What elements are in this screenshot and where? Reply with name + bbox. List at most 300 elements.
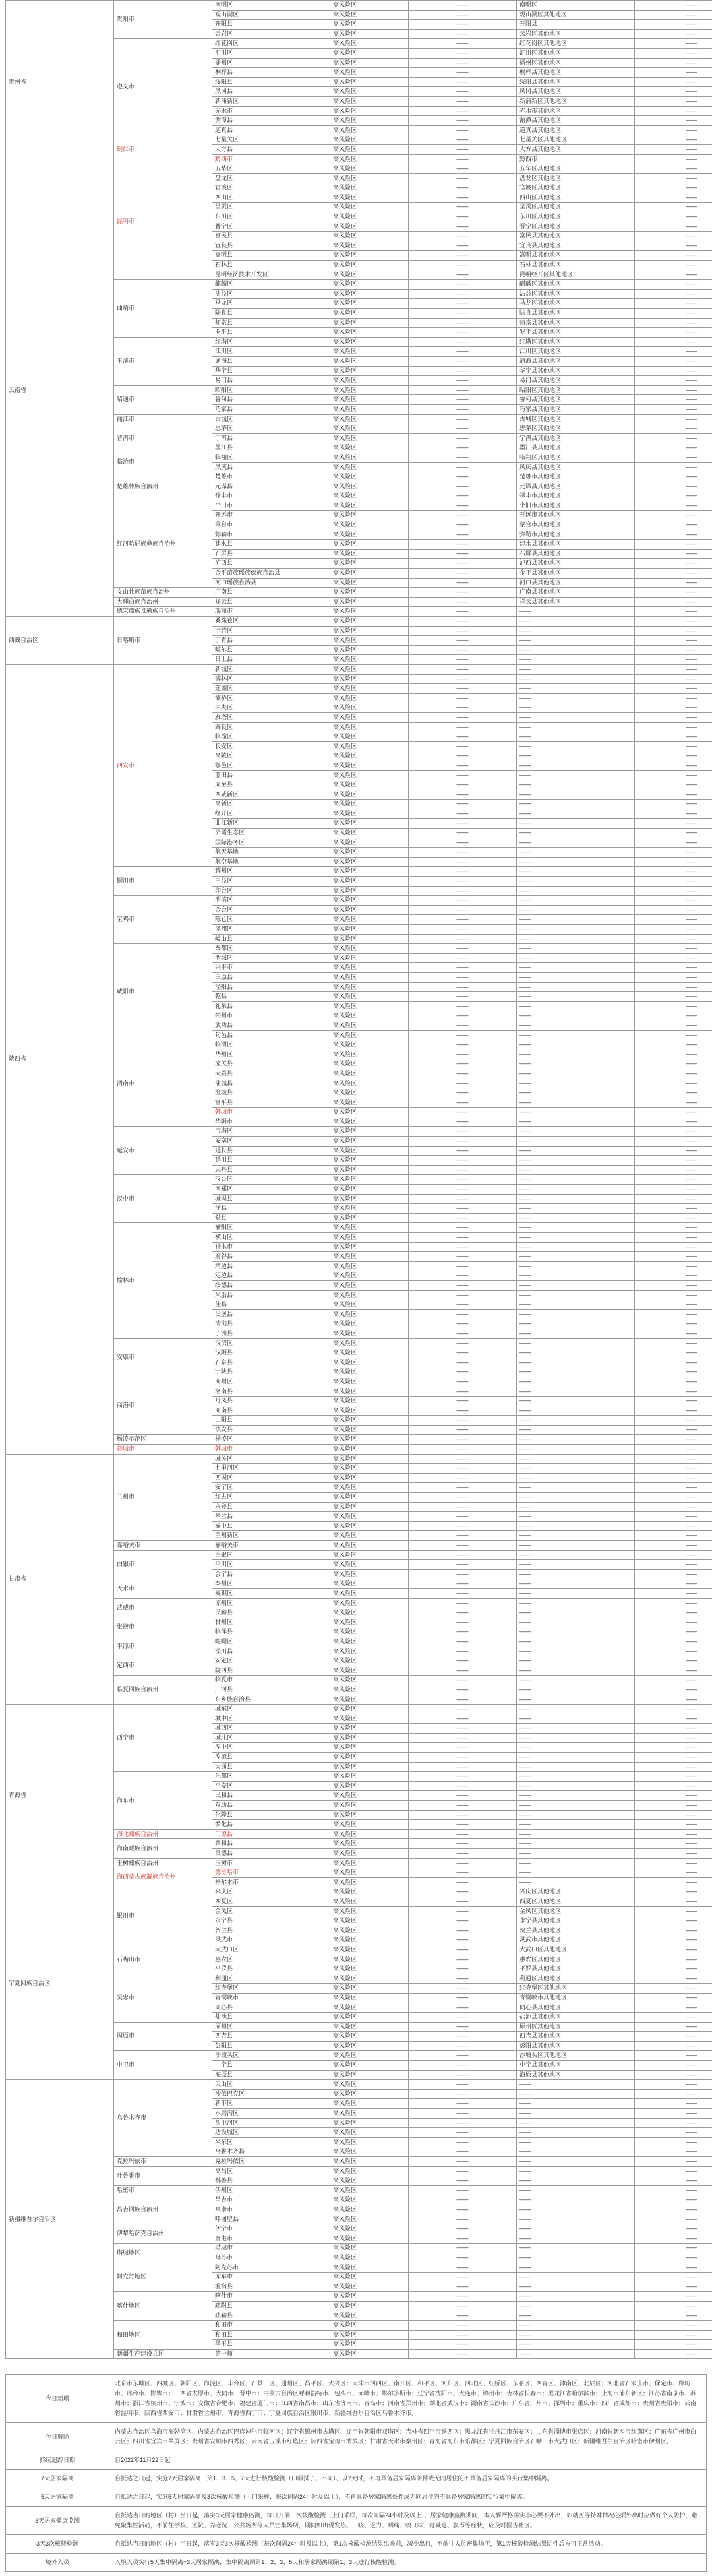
district-cell: 甘州区 [212,1618,330,1627]
low-risk-cell: —— [517,1127,635,1137]
medium-risk-cell: —— [409,20,517,30]
risk-level-cell: 高风险区 [330,1165,409,1175]
district-cell: 丁青县 [212,636,330,646]
medium-risk-cell: —— [409,1820,517,1830]
district-cell: 府谷县 [212,1252,330,1262]
note-cell: —— [635,1839,712,1849]
low-risk-cell: —— [517,2080,635,2090]
medium-risk-cell: —— [409,376,517,386]
low-risk-cell: —— [517,1088,635,1098]
low-risk-cell: —— [517,2340,635,2350]
medium-risk-cell: —— [409,1156,517,1166]
note-cell: —— [635,347,712,357]
city-cell: 渭南市 [114,1040,212,1127]
district-cell: 临夏市 [212,1676,330,1685]
medium-risk-cell: —— [409,1974,517,1984]
district-cell: 开阳县 [212,20,330,30]
low-risk-cell: —— [517,1213,635,1223]
low-risk-cell: 元谋县其他地区 [517,482,635,491]
district-cell: 志丹县 [212,1165,330,1175]
risk-level-cell: 高风险区 [330,1858,409,1868]
medium-risk-cell: —— [409,732,517,742]
district-cell: 西吉县 [212,2032,330,2042]
low-risk-cell: —— [517,761,635,770]
low-risk-cell: —— [517,2273,635,2282]
note-cell: —— [635,2013,712,2023]
medium-risk-cell: —— [409,1531,517,1541]
district-cell: 会宁县 [212,1569,330,1579]
district-cell: 平罗县 [212,1964,330,1974]
province-cell: 新疆维吾尔自治区 [6,2080,114,2359]
note-cell: —— [635,2032,712,2042]
district-cell: 陈仓区 [212,915,330,925]
risk-level-cell: 高风险区 [330,58,409,68]
risk-level-cell: 高风险区 [330,1705,409,1714]
low-risk-cell: —— [517,1069,635,1079]
medium-risk-cell: —— [409,77,517,87]
district-cell: 航天基地 [212,848,330,858]
risk-level-cell: 高风险区 [330,540,409,550]
note-cell: —— [635,87,712,97]
risk-level-cell: 高风险区 [330,443,409,453]
note-cell: —— [635,953,712,963]
note-cell: —— [635,2349,712,2359]
city-cell: 塔城地区 [114,2244,212,2263]
risk-level-cell: 高风险区 [330,164,409,174]
note-cell: —— [635,1762,712,1772]
low-risk-cell: —— [517,1425,635,1435]
district-cell: 麦积区 [212,1588,330,1598]
medium-risk-cell: —— [409,501,517,511]
district-cell: 临渭区 [212,1040,330,1050]
risk-level-cell: 高风险区 [330,48,409,58]
district-cell: 靖边县 [212,1261,330,1271]
risk-level-cell: 高风险区 [330,299,409,309]
low-risk-cell: 灵武市其他地区 [517,1935,635,1945]
medium-risk-cell: —— [409,944,517,954]
risk-level-cell: 高风险区 [330,347,409,357]
risk-level-cell: 高风险区 [330,588,409,598]
low-risk-cell: —— [517,1319,635,1329]
risk-level-cell: 高风险区 [330,1512,409,1522]
low-risk-cell: 师宗县其他地区 [517,318,635,328]
note-cell: —— [635,770,712,780]
note-cell: —— [635,222,712,232]
risk-level-cell: 高风险区 [330,617,409,627]
district-cell: 鄠邑区 [212,761,330,770]
risk-level-cell: 高风险区 [330,87,409,97]
district-cell: 潼关县 [212,1059,330,1069]
low-risk-cell: —— [517,1165,635,1175]
low-risk-cell: —— [517,896,635,906]
risk-level-cell: 高风险区 [330,241,409,251]
risk-level-cell: 高风险区 [330,1598,409,1608]
district-cell: 贺兰县 [212,1926,330,1935]
note-cell: —— [635,905,712,915]
district-cell: 经开区 [212,809,330,819]
medium-risk-cell: —— [409,1204,517,1214]
risk-level-cell: 高风险区 [330,1242,409,1252]
city-cell: 韩城市 [114,1445,212,1455]
risk-area-table-body [6,1,712,2359]
medium-risk-cell: —— [409,1791,517,1801]
risk-level-cell: 高风险区 [330,2022,409,2032]
low-risk-cell: 沾益区其他地区 [517,289,635,299]
low-risk-cell: —— [517,809,635,819]
medium-risk-cell: —— [409,1021,517,1030]
low-risk-cell: —— [517,1194,635,1204]
low-risk-cell: —— [517,1560,635,1570]
medium-risk-cell: —— [409,684,517,694]
district-cell: 疏附县 [212,2301,330,2311]
medium-risk-cell: —— [409,674,517,684]
district-cell: 灞桥区 [212,693,330,703]
medium-risk-cell: —— [409,1435,517,1445]
note-cell: —— [635,2273,712,2282]
risk-level-cell: 高风险区 [330,1839,409,1849]
low-risk-cell: —— [517,1724,635,1734]
note-cell: —— [635,385,712,395]
note-cell: —— [635,1820,712,1830]
medium-risk-cell: —— [409,1464,517,1474]
medium-risk-cell: —— [409,1194,517,1204]
district-cell: 高新区 [212,800,330,809]
medium-risk-cell: —— [409,1753,517,1763]
note-cell: —— [635,992,712,1002]
district-cell: 碑林区 [212,674,330,684]
low-risk-cell: —— [517,1358,635,1367]
note-cell: —— [635,1175,712,1185]
risk-level-cell: 高风险区 [330,472,409,482]
city-cell: 兰州市 [114,1454,212,1540]
risk-level-cell: 高风险区 [330,68,409,78]
risk-level-cell: 高风险区 [330,1377,409,1387]
note-cell: —— [635,164,712,174]
low-risk-cell: —— [517,1204,635,1214]
medium-risk-cell: —— [409,588,517,598]
medium-risk-cell: —— [409,1338,517,1348]
medium-risk-cell: —— [409,693,517,703]
low-risk-cell: —— [517,684,635,694]
low-risk-cell: 通海县其他地区 [517,356,635,366]
note-cell: —— [635,1974,712,1984]
province-cell: 西藏自治区 [6,617,114,665]
district-cell: 韩城市 [212,1445,330,1455]
low-risk-cell: 永宁县其他地区 [517,1916,635,1926]
risk-level-cell: 高风险区 [330,1088,409,1098]
city-cell: 海东市 [114,1772,212,1830]
low-risk-cell: —— [517,1705,635,1714]
low-risk-cell: —— [517,800,635,809]
medium-risk-cell: —— [409,337,517,347]
risk-level-cell: 高风险区 [330,712,409,722]
medium-risk-cell: —— [409,482,517,491]
note-cell: —— [635,1290,712,1300]
low-risk-cell: —— [517,617,635,627]
medium-risk-cell: —— [409,1319,517,1329]
risk-level-cell: 高风险区 [330,1271,409,1281]
note-cell: —— [635,934,712,944]
district-cell: 白银区 [212,1550,330,1560]
note-cell: —— [635,1146,712,1156]
district-cell: 水磨沟区 [212,2109,330,2119]
district-cell: 临潼区 [212,732,330,742]
low-risk-cell: 宁洱县其他地区 [517,433,635,443]
low-risk-cell: —— [517,1454,635,1464]
district-cell: 循化县 [212,1820,330,1830]
risk-level-cell: 高风险区 [330,1079,409,1088]
note-cell: —— [635,588,712,598]
note-cell: —— [635,511,712,520]
low-risk-cell: 泸西县其他地区 [517,559,635,569]
medium-risk-cell: —— [409,1714,517,1724]
note-cell: —— [635,1791,712,1801]
note-cell: —— [635,1984,712,1994]
low-risk-cell: —— [517,770,635,780]
note-cell: —— [635,1137,712,1147]
risk-level-cell: 高风险区 [330,337,409,347]
note-cell: —— [635,1550,712,1560]
district-cell: 阎良区 [212,722,330,732]
district-cell: 黔西市 [212,154,330,164]
district-cell: 克拉玛依区 [212,2157,330,2167]
risk-level-cell: 高风险区 [330,433,409,443]
risk-level-cell: 高风险区 [330,1069,409,1079]
low-risk-cell: 南明区 [517,1,635,11]
medium-risk-cell: —— [409,1483,517,1493]
low-risk-cell: —— [517,2137,635,2147]
risk-level-cell: 高风险区 [330,2061,409,2071]
risk-level-cell: 高风险区 [330,1964,409,1974]
note-cell: —— [635,790,712,800]
medium-risk-cell: —— [409,867,517,877]
risk-level-cell: 高风险区 [330,1454,409,1464]
low-risk-cell: —— [517,1579,635,1589]
note-cell: —— [635,1618,712,1627]
low-risk-cell: 东川区其他地区 [517,212,635,222]
risk-level-cell: 高风险区 [330,1,409,11]
district-cell: 岐山县 [212,934,330,944]
medium-risk-cell: —— [409,2185,517,2195]
district-cell: 清涧县 [212,1319,330,1329]
district-cell: 民勤县 [212,1608,330,1618]
district-cell: 陇西县 [212,1666,330,1676]
city-cell: 宝鸡市 [114,896,212,944]
risk-level-cell: 高风险区 [330,2109,409,2119]
district-cell: 永登县 [212,1502,330,1512]
low-risk-cell: 黔西市 [517,154,635,164]
risk-level-cell: 高风险区 [330,829,409,838]
city-cell: 喀什地区 [114,2292,212,2321]
policy-label: 5天居家隔离 [6,2488,109,2507]
note-cell: —— [635,203,712,212]
district-cell: 盘龙区 [212,173,330,183]
risk-level-cell: 高风险区 [330,1146,409,1156]
low-risk-cell: —— [517,780,635,790]
district-cell: 西山区 [212,193,330,203]
low-risk-cell: —— [517,2185,635,2195]
district-cell: 天山区 [212,2080,330,2090]
risk-level-cell: 高风险区 [330,501,409,511]
district-cell: 彬州市 [212,1011,330,1021]
risk-level-cell: 高风险区 [330,2003,409,2013]
medium-risk-cell: —— [409,29,517,39]
risk-level-cell: 高风险区 [330,569,409,579]
table-row [6,1454,712,1464]
low-risk-cell: 同心县其他地区 [517,2003,635,2013]
low-risk-cell: —— [517,1541,635,1551]
low-risk-cell: —— [517,2128,635,2138]
city-cell: 新疆生产建设兵团 [114,2349,212,2359]
medium-risk-cell: —— [409,48,517,58]
medium-risk-cell: —— [409,39,517,49]
medium-risk-cell: —— [409,1127,517,1137]
district-cell: 嘉峪关市 [212,1541,330,1551]
policy-text: 自抵达当日的地区（村）当日起，落实3天3次核酸检测（每次间隔24小时及以上），第1次核酸检测结果出来前，减少出行，不前往人员密集场所，第1天核酸检测结果阴性后方可正常活动。 [109,2535,707,2554]
medium-risk-cell: —— [409,1705,517,1714]
city-cell: 石嘴山市 [114,1945,212,1974]
district-cell: 官渡区 [212,183,330,193]
district-cell: 泸西县 [212,559,330,569]
district-cell: 浐灞生态区 [212,829,330,838]
city-cell: 克拉玛依市 [114,2157,212,2167]
medium-risk-cell: —— [409,2273,517,2282]
low-risk-cell: 河口县其他地区 [517,578,635,588]
risk-level-cell: 高风险区 [330,530,409,540]
district-cell: 罗平县 [212,328,330,338]
low-risk-cell: —— [517,1569,635,1579]
low-risk-cell: —— [517,2099,635,2109]
note-cell: —— [635,1588,712,1598]
district-cell: 广河县 [212,1685,330,1695]
risk-level-cell: 高风险区 [330,1252,409,1262]
note-cell: —— [635,1569,712,1579]
low-risk-cell: —— [517,2301,635,2311]
note-cell: —— [635,2185,712,2195]
district-cell: 城中区 [212,1714,330,1724]
low-risk-cell: —— [517,732,635,742]
low-risk-cell: —— [517,1588,635,1598]
low-risk-cell: 石林县其他地区 [517,261,635,270]
low-risk-cell: 沙坡头区其他地区 [517,2051,635,2061]
district-cell: 洛南县 [212,1387,330,1397]
district-cell: 卡若区 [212,626,330,636]
medium-risk-cell: —— [409,1541,517,1551]
low-risk-cell: —— [517,1242,635,1252]
note-cell: —— [635,540,712,550]
low-risk-cell: 晋宁区其他地区 [517,222,635,232]
risk-level-cell: 高风险区 [330,944,409,954]
medium-risk-cell: —— [409,848,517,858]
medium-risk-cell: —— [409,135,517,145]
medium-risk-cell: —— [409,1185,517,1195]
note-cell: —— [635,722,712,732]
district-cell: 元谋县 [212,482,330,491]
district-cell: 红花岗区 [212,39,330,49]
risk-level-cell: 高风险区 [330,2051,409,2061]
low-risk-cell: —— [517,1656,635,1666]
district-cell: 神木市 [212,1242,330,1252]
district-cell: 呈贡区 [212,203,330,212]
district-cell: 互助县 [212,1801,330,1811]
low-risk-cell: 七星关区其他地区 [517,135,635,145]
district-cell: 开远市 [212,511,330,520]
district-cell: 商南县 [212,1406,330,1416]
risk-level-cell: 高风险区 [330,1185,409,1195]
medium-risk-cell: —— [409,645,517,655]
note-cell: —— [635,2061,712,2071]
low-risk-cell: 盘龙区其他地区 [517,173,635,183]
medium-risk-cell: —— [409,1598,517,1608]
risk-level-cell: 高风险区 [330,2080,409,2090]
city-cell: 曲靖市 [114,280,212,338]
low-risk-cell: —— [517,1011,635,1021]
note-cell: —— [635,809,712,819]
risk-level-cell: 高风险区 [330,597,409,607]
district-cell: 鄯善县 [212,2176,330,2186]
note-cell: —— [635,1425,712,1435]
district-cell: 噶尔县 [212,645,330,655]
note-cell: —— [635,1801,712,1811]
low-risk-cell: 凤庆县其他地区 [517,462,635,472]
note-cell: —— [635,1127,712,1137]
medium-risk-cell: —— [409,1377,517,1387]
low-risk-cell: —— [517,790,635,800]
risk-level-cell: 高风险区 [330,1416,409,1426]
city-cell: 临夏回族自治州 [114,1676,212,1705]
note-cell: —— [635,2176,712,2186]
low-risk-cell: 禄丰市其他地区 [517,491,635,501]
medium-risk-cell: —— [409,597,517,607]
table-row [6,1705,712,1714]
medium-risk-cell: —— [409,1493,517,1503]
low-risk-cell: —— [517,1146,635,1156]
medium-risk-cell: —— [409,540,517,550]
medium-risk-cell: —— [409,963,517,973]
medium-risk-cell: —— [409,1146,517,1156]
medium-risk-cell: —— [409,703,517,713]
city-cell: 铜仁市 [114,135,212,164]
province-cell: 贵州省 [6,1,114,164]
medium-risk-cell: —— [409,1108,517,1117]
medium-risk-cell: —— [409,636,517,646]
medium-risk-cell: —— [409,1781,517,1791]
note-cell: —— [635,636,712,646]
low-risk-cell: 马龙区其他地区 [517,299,635,309]
medium-risk-cell: —— [409,1252,517,1262]
risk-level-cell: 高风险区 [330,761,409,770]
note-cell: —— [635,1040,712,1050]
risk-level-cell: 高风险区 [330,1627,409,1637]
risk-level-cell: 高风险区 [330,1762,409,1772]
note-cell: —— [635,848,712,858]
note-cell: —— [635,1656,712,1666]
district-cell: 乌鲁木齐县 [212,2147,330,2157]
note-cell: —— [635,1743,712,1753]
medium-risk-cell: —— [409,2340,517,2350]
note-cell: —— [635,1069,712,1079]
district-cell: 青铜峡市 [212,1993,330,2003]
note-cell: —— [635,2340,712,2350]
risk-level-cell: 高风险区 [330,838,409,848]
medium-risk-cell: —— [409,607,517,617]
district-cell: 建水县 [212,540,330,550]
note-cell: —— [635,318,712,328]
low-risk-cell: —— [517,819,635,829]
medium-risk-cell: —— [409,530,517,540]
risk-level-cell: 高风险区 [330,645,409,655]
note-cell: —— [635,886,712,896]
